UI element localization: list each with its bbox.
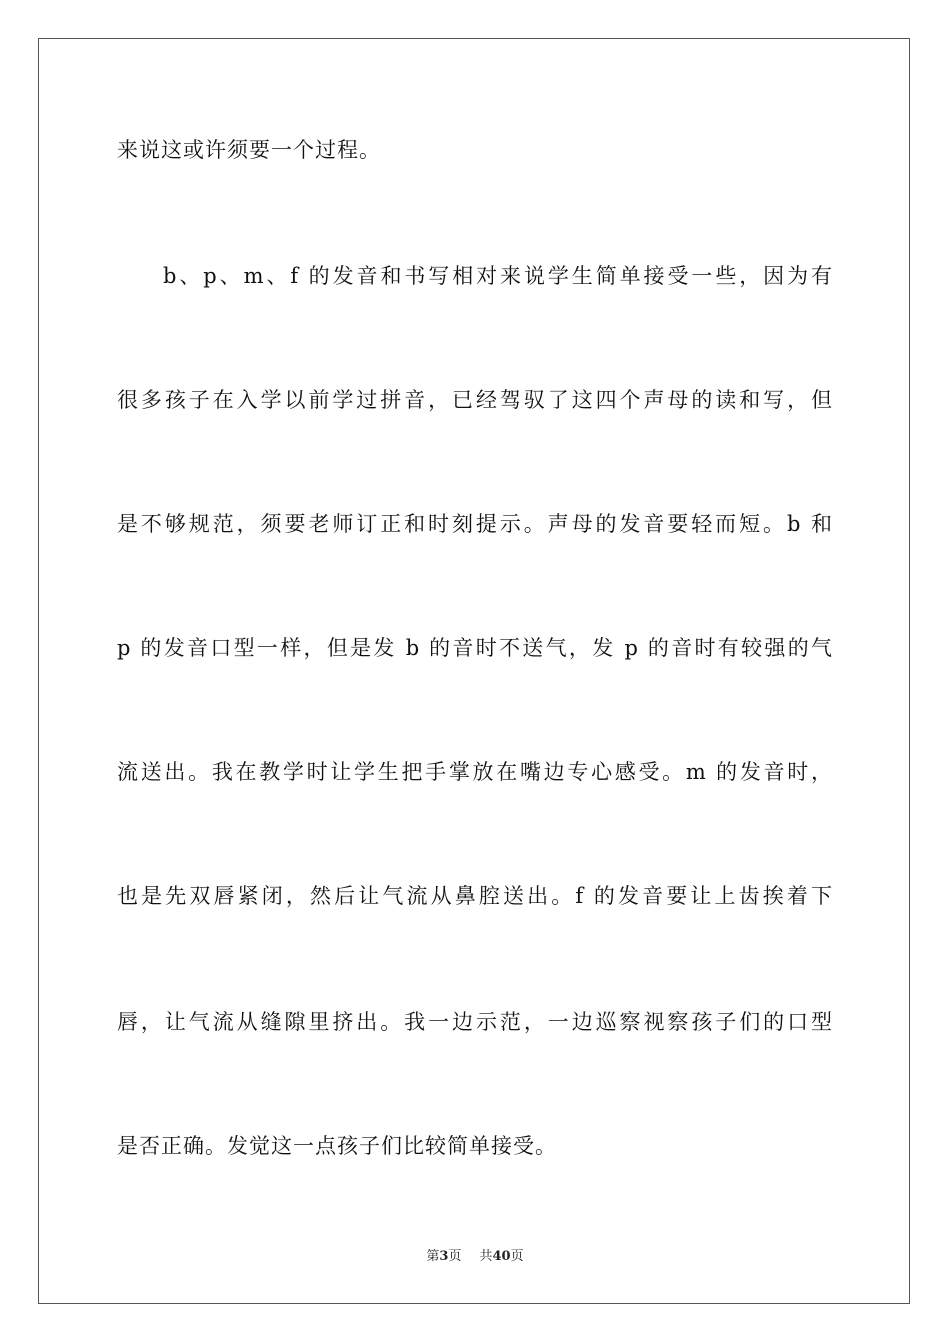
footer-total-prefix: 共 (479, 1249, 493, 1264)
footer-page-number: 3 (439, 1249, 449, 1264)
page-frame (38, 38, 910, 1304)
footer-page-prefix: 第 (426, 1249, 440, 1264)
text-line-6: 流送出。我在教学时让学生把手掌放在嘴边专心感受。m 的发音时， (117, 760, 833, 784)
text-line-7: 也是先双唇紧闭，然后让气流从鼻腔送出。f 的发音要让上齿挨着下 (117, 884, 833, 908)
text-line-8: 唇，让气流从缝隙里挤出。我一边示范，一边巡察视察孩子们的口型 (117, 1010, 833, 1034)
footer-total-suffix: 页 (510, 1249, 524, 1264)
text-line-3: 很多孩子在入学以前学过拼音，已经驾驭了这四个声母的读和写，但 (117, 388, 833, 412)
footer-total-pages: 40 (492, 1249, 511, 1264)
footer-page-suffix: 页 (448, 1249, 462, 1264)
text-line-9: 是否正确。发觉这一点孩子们比较简单接受。 (117, 1134, 557, 1158)
page-footer (0, 1248, 950, 1266)
text-line-4: 是不够规范，须要老师订正和时刻提示。声母的发音要轻而短。b 和 (117, 512, 833, 536)
text-line-5: p 的发音口型一样，但是发 b 的音时不送气，发 p 的音时有较强的气 (117, 636, 833, 660)
text-line-1: 来说这或许须要一个过程。 (117, 138, 381, 162)
text-line-2: b、p、m、f 的发音和书写相对来说学生简单接受一些，因为有 (163, 264, 833, 288)
